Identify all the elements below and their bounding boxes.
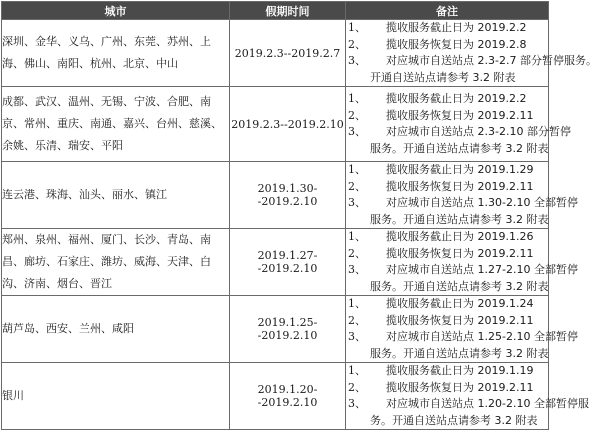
note-number: 2、 xyxy=(348,313,366,327)
note-continuation: 服务。开通自送站点请参考 3.2 附表 xyxy=(370,346,549,360)
note-continuation: 务。开通自送站点请参考 3.2 附表 xyxy=(370,413,538,427)
note-text: 揽收服务恢复日为 2019.2.11 xyxy=(386,108,534,122)
note-text: 对应城市自送站点 1.20-2.10 全部暂停服 xyxy=(386,397,589,410)
table-row xyxy=(2,296,549,363)
note-number: 1、 xyxy=(348,21,366,34)
note-number: 1、 xyxy=(348,364,366,377)
note-text: 揽收服务恢复日为 2019.2.11 xyxy=(386,179,534,193)
table-row xyxy=(2,20,549,87)
header-note: 备注 xyxy=(346,2,549,20)
note-line xyxy=(346,296,548,313)
note-number: 2、 xyxy=(348,380,366,394)
table-row xyxy=(2,87,549,162)
note-number: 3、 xyxy=(348,263,366,276)
note-text: 揽收服务恢复日为 2019.2.11 xyxy=(386,380,534,394)
note-text: 揽收服务恢复日为 2019.2.11 xyxy=(386,246,534,260)
note-number: 2、 xyxy=(348,246,366,260)
note-text: 对应城市自送站点 1.25-2.10 全部暂停 xyxy=(386,330,578,343)
note-text: 对应城市自送站点 2.3-2.7 部分暂停服务。 xyxy=(386,54,597,67)
note-text: 揽收服务截止日为 2019.2.2 xyxy=(386,92,527,105)
note-text: 揽收服务恢复日为 2019.2.8 xyxy=(386,37,527,51)
holiday-period-cell: 2019.1.30--2019.2.10 xyxy=(230,162,346,229)
table-header-row xyxy=(2,2,549,20)
note-continuation: 开通自送站点请参考 3.2 附表 xyxy=(370,70,516,84)
city-list-cell: 连云港、珠海、汕头、丽水、镇江 xyxy=(2,162,230,229)
note-line xyxy=(346,91,548,108)
note-line xyxy=(346,124,571,141)
note-number: 3、 xyxy=(348,54,366,67)
note-number: 1、 xyxy=(348,92,366,105)
note-line xyxy=(346,380,548,397)
holiday-schedule-table xyxy=(1,1,597,430)
note-line xyxy=(346,53,597,70)
note-cell xyxy=(346,87,571,162)
note-line xyxy=(346,20,548,37)
note-text: 揽收服务截止日为 2019.1.29 xyxy=(386,163,534,176)
note-line xyxy=(346,229,548,246)
note-line xyxy=(346,108,548,125)
note-text: 揽收服务截止日为 2019.2.2 xyxy=(386,21,527,34)
note-number: 2、 xyxy=(348,108,366,122)
holiday-period-cell: 2019.1.20--2019.2.10 xyxy=(230,363,346,430)
note-line xyxy=(346,195,578,212)
note-cell xyxy=(346,162,578,229)
note-text: 对应城市自送站点 1.30-2.10 全部暂停 xyxy=(386,196,578,209)
note-continuation: 服务。开通自送站点请参考 3.2 附表 xyxy=(370,141,549,155)
city-list-cell: 银川 xyxy=(2,363,230,430)
note-line xyxy=(346,262,578,279)
table-row xyxy=(2,162,549,229)
note-cell xyxy=(346,296,578,363)
note-line xyxy=(346,396,589,413)
note-text: 揽收服务截止日为 2019.1.19 xyxy=(386,364,534,377)
city-list-cell: 深圳、金华、义乌、广州、东莞、苏州、上海、佛山、南阳、杭州、北京、中山 xyxy=(2,20,230,87)
note-continuation: 服务。开通自送站点请参考 3.2 附表 xyxy=(370,212,549,226)
note-continuation: 服务。开通自送站点请参考 3.2 附表 xyxy=(370,279,549,293)
note-cell xyxy=(346,20,597,87)
holiday-period-cell: 2019.1.27--2019.2.10 xyxy=(230,229,346,296)
note-text: 揽收服务截止日为 2019.1.24 xyxy=(386,297,534,310)
note-text: 揽收服务恢复日为 2019.2.11 xyxy=(386,313,534,327)
table-row xyxy=(2,229,549,296)
city-list-cell: 郑州、泉州、福州、厦门、长沙、青岛、南昌、廊坊、石家庄、潍坊、威海、天津、白沟、济南、烟台、晋江 xyxy=(2,229,230,296)
holiday-period-cell: 2019.2.3--2019.2.7 xyxy=(230,20,346,87)
header-city: 城市 xyxy=(2,2,230,20)
note-number: 2、 xyxy=(348,179,366,193)
note-number: 2、 xyxy=(348,37,366,51)
note-number: 3、 xyxy=(348,125,366,138)
note-line xyxy=(346,37,548,54)
city-list-cell: 葫芦岛、西安、兰州、咸阳 xyxy=(2,296,230,363)
note-line xyxy=(346,162,548,179)
note-number: 1、 xyxy=(348,230,366,243)
note-number: 3、 xyxy=(348,397,366,410)
note-line xyxy=(346,313,548,330)
note-number: 1、 xyxy=(348,297,366,310)
note-text: 对应城市自送站点 1.27-2.10 全部暂停 xyxy=(386,263,578,276)
holiday-period-cell: 2019.1.25--2019.2.10 xyxy=(230,296,346,363)
note-line xyxy=(346,329,578,346)
note-number: 1、 xyxy=(348,163,366,176)
note-cell xyxy=(346,229,578,296)
table-row xyxy=(2,363,549,430)
header-period: 假期时间 xyxy=(230,2,346,20)
note-cell xyxy=(346,363,589,430)
holiday-period-cell: 2019.2.3--2019.2.10 xyxy=(230,87,346,162)
note-text: 揽收服务截止日为 2019.1.26 xyxy=(386,230,534,243)
note-text: 对应城市自送站点 2.3-2.10 部分暂停 xyxy=(386,125,571,138)
note-line xyxy=(346,246,548,263)
city-list-cell: 成都、武汉、温州、无锡、宁波、合肥、南京、常州、重庆、南通、嘉兴、台州、慈溪、余姚、乐清、瑞安、平阳 xyxy=(2,87,230,162)
note-line xyxy=(346,363,548,380)
note-line xyxy=(346,179,548,196)
note-number: 3、 xyxy=(348,330,366,343)
note-number: 3、 xyxy=(348,196,366,209)
